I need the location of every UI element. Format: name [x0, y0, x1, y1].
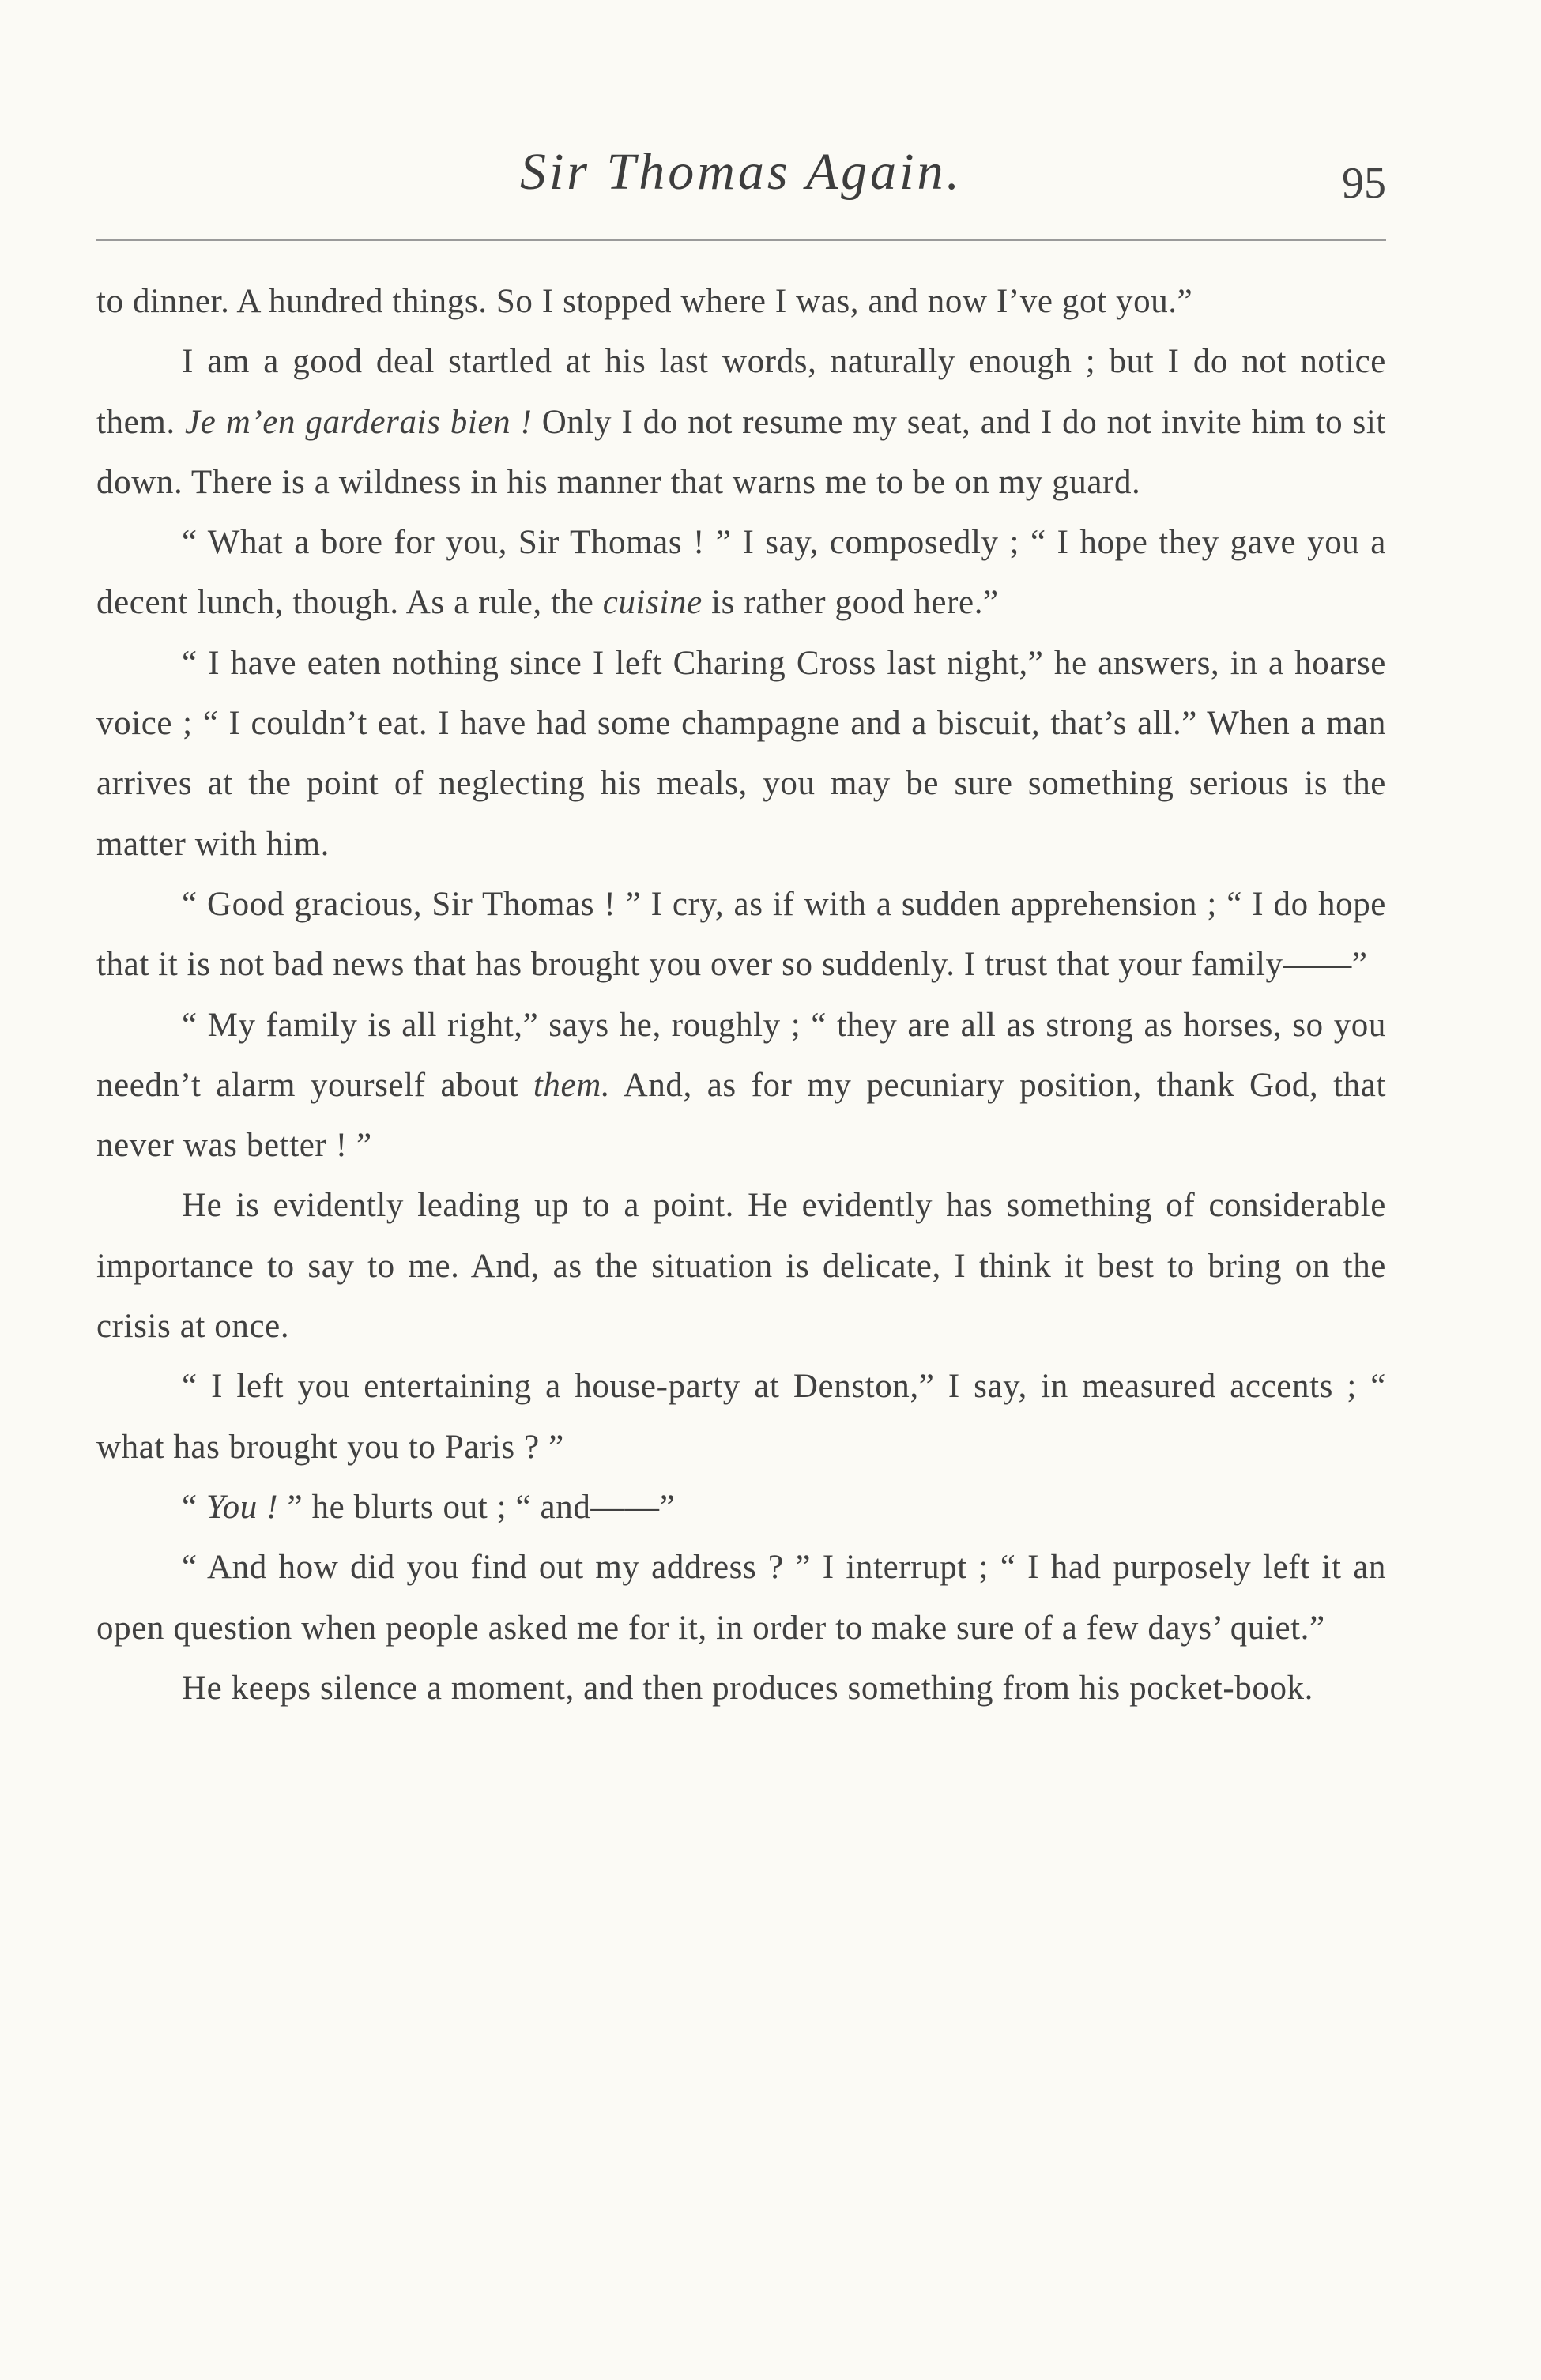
- header-rule: [96, 239, 1386, 241]
- paragraph: [96, 1176, 1386, 1357]
- text-run: Only I do not resume my seat, and I do not invite him to sit down. There is a wildness in his manner that warns me to be on my guard.: [96, 403, 1386, 501]
- italic-text: Je m’en garderais bien !: [185, 403, 533, 441]
- paragraph: [96, 1357, 1386, 1478]
- italic-text: You !: [206, 1488, 279, 1526]
- paragraph: [96, 996, 1386, 1177]
- text-run: “ I left you entertaining a house-party at Denston,” I say, in measured accents ; “ what has brought you to Paris ? ”: [96, 1368, 1386, 1466]
- body-text: [96, 272, 1386, 1719]
- text-run: “: [182, 1488, 207, 1526]
- running-head: [96, 142, 1386, 213]
- text-run: ” he blurts out ; “ and——”: [278, 1488, 676, 1526]
- page-number: 95: [1342, 159, 1386, 208]
- italic-text: cuisine: [602, 584, 703, 622]
- paragraph: [96, 513, 1386, 634]
- paragraph: [96, 1478, 1386, 1538]
- text-run: “ What a bore for you, Sir Thomas ! ” I say, composedly ; “ I hope they gave you a decent lunch, though. As a rule, the: [96, 524, 1386, 622]
- text-run: “ I have eaten nothing since I left Charing Cross last night,” he answers, in a hoarse voice ; “ I couldn’t eat. I have had some champagne and a biscuit, that’s all.” When a man arrives at the point of neglecting his meals, you may be sure something serious is the matter with him.: [96, 644, 1386, 863]
- italic-text: them.: [533, 1066, 611, 1104]
- paragraph: [96, 875, 1386, 996]
- text-run: He is evidently leading up to a point. He evidently has something of considerable importance to say to me. And, as the situation is delicate, I think it best to bring on the crisis at once.: [96, 1187, 1386, 1346]
- text-run: “ And how did you find out my address ? ” I interrupt ; “ I had purposely left it an open question when people asked me for it, in order to make sure of a few days’ quiet.”: [96, 1549, 1386, 1647]
- text-run: “ Good gracious, Sir Thomas ! ” I cry, as if with a sudden apprehension ; “ I do hope that it is not bad news that has brought you over so suddenly. I trust that your family——”: [96, 885, 1386, 984]
- text-run: He keeps silence a moment, and then produces something from his pocket-book.: [182, 1669, 1313, 1707]
- text-run: And, as for my pecuniary position, thank God, that never was better ! ”: [96, 1066, 1386, 1165]
- text-run: I am a good deal startled at his last words, naturally enough ; but I do not notice them.: [96, 343, 1386, 441]
- text-run: “ My family is all right,” says he, roughly ; “ they are all as strong as horses, so you needn’t alarm yourself about: [96, 1006, 1386, 1104]
- paragraph: [96, 1659, 1386, 1719]
- paragraph: [96, 634, 1386, 875]
- text-run: to dinner. A hundred things. So I stopped where I was, and now I’ve got you.”: [96, 283, 1193, 320]
- paragraph: [96, 272, 1386, 332]
- paragraph: [96, 1538, 1386, 1659]
- text-run: is rather good here.”: [702, 584, 999, 622]
- running-title: Sir Thomas Again.: [519, 143, 963, 201]
- paragraph: [96, 332, 1386, 513]
